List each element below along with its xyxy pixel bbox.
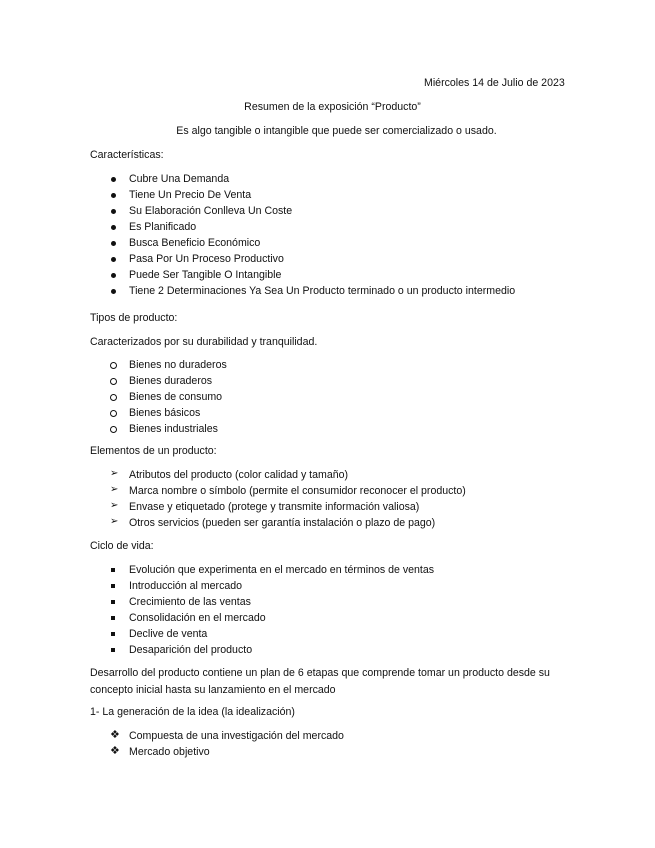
list-item: ➢ Otros servicios (pueden ser garantía instalación o plazo de pago) <box>110 516 436 529</box>
bullet-arrow-icon: ➢ <box>110 516 119 527</box>
product-definition: Es algo tangible o intangible que puede ser comercializado o usado. <box>176 125 497 137</box>
list-item: Evolución que experimenta en el mercado en términos de ventas <box>129 564 435 576</box>
list-item: Pasa Por Un Proceso Productivo <box>129 253 284 265</box>
list-item: Es Planificado <box>129 221 197 233</box>
list-item: Bienes no duraderos <box>129 359 227 371</box>
list-item: ➢ Envase y etiquetado (protege y transmite información valiosa) <box>110 500 420 513</box>
list-item: Busca Beneficio Económico <box>129 237 261 249</box>
document-date: Miércoles 14 de Julio de 2023 <box>424 77 565 89</box>
ciclo-heading: Ciclo de vida: <box>90 540 154 552</box>
list-item: Bienes de consumo <box>129 391 223 403</box>
list-item: ➢ Atributos del producto (color calidad y tamaño) <box>110 468 349 481</box>
list-item: Su Elaboración Conlleva Un Coste <box>129 205 293 217</box>
bullet-arrow-icon: ➢ <box>110 468 119 479</box>
list-item: Cubre Una Demanda <box>129 173 230 185</box>
list-item: Bienes básicos <box>129 407 201 419</box>
step-1-list <box>110 730 344 762</box>
bullet-diamond-icon: ❖ <box>110 729 120 741</box>
step-1-heading: 1- La generación de la idea (la idealización) <box>90 706 295 718</box>
elementos-heading: Elementos de un producto: <box>90 445 217 457</box>
caracteristicas-heading: Características: <box>90 149 164 161</box>
list-item: Bienes duraderos <box>129 375 213 387</box>
tipos-list <box>110 359 227 439</box>
list-item: ➢ Marca nombre o símbolo (permite el consumidor reconocer el producto) <box>110 484 466 497</box>
list-item: Tiene 2 Determinaciones Ya Sea Un Producto terminado o un producto intermedio <box>129 285 516 297</box>
elementos-list <box>110 469 466 533</box>
tipos-intro: Caracterizados por su durabilidad y tranquilidad. <box>90 336 318 348</box>
desarrollo-paragraph: Desarrollo del producto contiene un plan de 6 etapas que comprende tomar un producto desde su concepto inicial hasta su lanzamiento en el mercado <box>90 667 550 696</box>
bullet-arrow-icon: ➢ <box>110 484 119 495</box>
bullet-arrow-icon: ➢ <box>110 500 119 511</box>
list-item: ❖ Mercado objetivo <box>110 745 210 758</box>
list-item: Tiene Un Precio De Venta <box>129 189 252 201</box>
bullet-diamond-icon: ❖ <box>110 745 120 757</box>
list-item: Declive de venta <box>129 628 208 640</box>
list-item: Crecimiento de las ventas <box>129 596 251 608</box>
list-item: ❖ Compuesta de una investigación del mercado <box>110 729 344 742</box>
document-title: Resumen de la exposición “Producto” <box>244 101 421 113</box>
list-item: Puede Ser Tangible O Intangible <box>129 269 282 281</box>
caracteristicas-list <box>110 173 515 301</box>
tipos-heading: Tipos de producto: <box>90 312 178 324</box>
list-item: Consolidación en el mercado <box>129 612 266 624</box>
list-item: Bienes industriales <box>129 423 218 435</box>
ciclo-list <box>110 564 434 660</box>
list-item: Introducción al mercado <box>129 580 243 592</box>
list-item: Desaparición del producto <box>129 644 253 656</box>
